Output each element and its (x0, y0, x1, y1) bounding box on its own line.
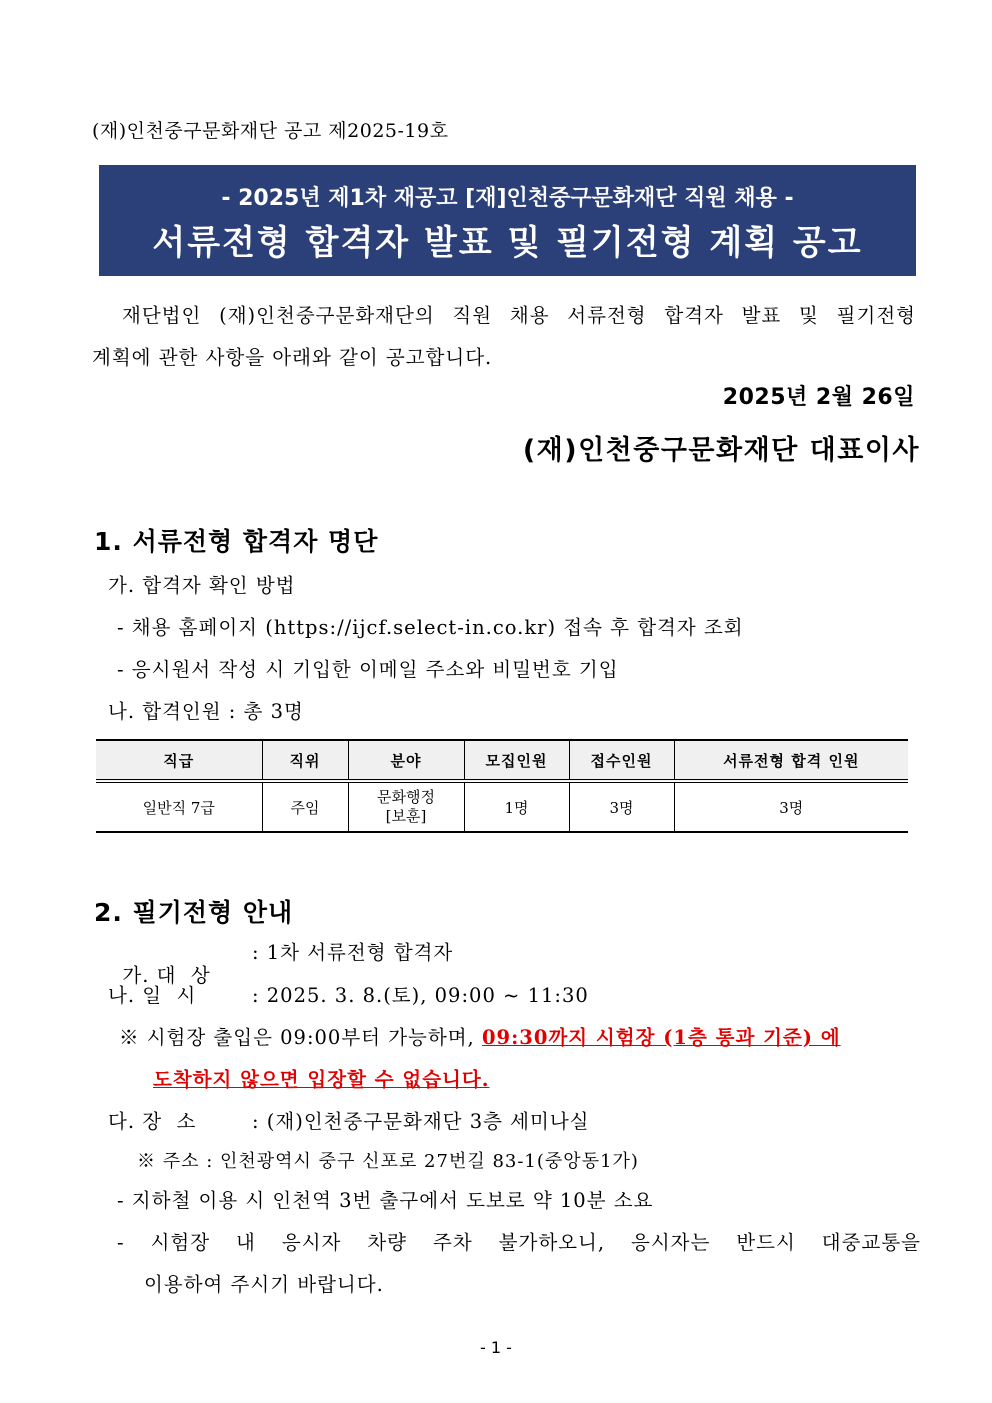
parking-note-line-1: - 시험장 내 응시자 차량 주차 불가하오니, 응시자는 반드시 대중교통을 (117, 1231, 921, 1254)
cell-passed: 3명 (674, 781, 908, 832)
notice-date: 2025년 2월 26일 (722, 385, 915, 410)
entry-note-line-1 (119, 1022, 841, 1050)
page-title: 서류전형 합격자 발표 및 필기전형 계획 공고 (152, 223, 863, 263)
date-label: 나. 일 시 (108, 984, 197, 1007)
cell-field-line-2: [보훈] (385, 807, 427, 825)
quota-table (96, 739, 908, 833)
title-banner (99, 165, 916, 276)
page-number: - 1 - (480, 1338, 512, 1357)
cell-recruit: 1명 (464, 781, 569, 832)
cell-grade: 일반직 7급 (96, 781, 262, 832)
section2-title: 2. 필기전형 안내 (94, 898, 294, 927)
section1-a-item-homepage: - 채용 홈페이지 (https://ijcf.select-in.co.kr) 접속 후 합격자 조회 (117, 616, 744, 639)
target-label-text: 가. 대 상 (122, 964, 211, 987)
section1-b-label: 나. 합격인원 : 총 3명 (108, 700, 304, 723)
section1-title: 1. 서류전형 합격자 명단 (94, 527, 379, 556)
target-value: : 1차 서류전형 합격자 (252, 941, 454, 964)
table-header-cell: 직위 (262, 740, 348, 781)
reference-mark-icon: ※ (119, 1026, 140, 1049)
intro-line-2: 계획에 관한 사항을 아래와 같이 공고합니다. (92, 346, 493, 369)
cell-field (348, 781, 464, 832)
table-header-cell: 직급 (96, 740, 262, 781)
cell-applied: 3명 (569, 781, 674, 832)
entry-note-line-2 (153, 1064, 490, 1092)
table-header-cell: 모집인원 (464, 740, 569, 781)
table-header-cell: 서류전형 합격 인원 (674, 740, 908, 781)
section1-a-item-login: - 응시원서 작성 시 기입한 이메일 주소와 비밀번호 기입 (117, 658, 619, 681)
place-label: 다. 장 소 (108, 1110, 197, 1133)
intro-line-1: 재단법인 (재)인천중구문화재단의 직원 채용 서류전형 합격자 발표 및 필기전형 (122, 304, 916, 327)
cell-field-line-1: 문화행정 (377, 788, 435, 806)
parking-note-line-2: 이용하여 주시기 바랍니다. (144, 1273, 384, 1296)
table-row (96, 781, 908, 832)
signer: (재)인천중구문화재단 대표이사 (522, 435, 920, 466)
entry-note-plain: 시험장 출입은 09:00부터 가능하며, (146, 1026, 475, 1049)
section1-a-label: 가. 합격자 확인 방법 (108, 574, 296, 597)
title-subtitle: - 2025년 제1차 재공고 [재]인천중구문화재단 직원 채용 - (221, 186, 794, 211)
entry-note-warning-1: 09:30까지 시험장 (1층 통과 기준) 에 (481, 1026, 841, 1049)
table-header-row (96, 740, 908, 781)
notice-number: (재)인천중구문화재단 공고 제2025-19호 (92, 120, 449, 142)
cell-position: 주임 (262, 781, 348, 832)
address-note: ※ 주소 : 인천광역시 중구 신포로 27번길 83-1(중앙동1가) (137, 1151, 639, 1172)
subway-note: - 지하철 이용 시 인천역 3번 출구에서 도보로 약 10분 소요 (117, 1189, 654, 1212)
date-value: : 2025. 3. 8.(토), 09:00 ~ 11:30 (252, 984, 589, 1007)
entry-note-warning-2: 도착하지 않으면 입장할 수 없습니다. (153, 1068, 490, 1091)
table-header-cell: 접수인원 (569, 740, 674, 781)
table-header-cell: 분야 (348, 740, 464, 781)
place-value: : (재)인천중구문화재단 3층 세미나실 (252, 1110, 590, 1133)
